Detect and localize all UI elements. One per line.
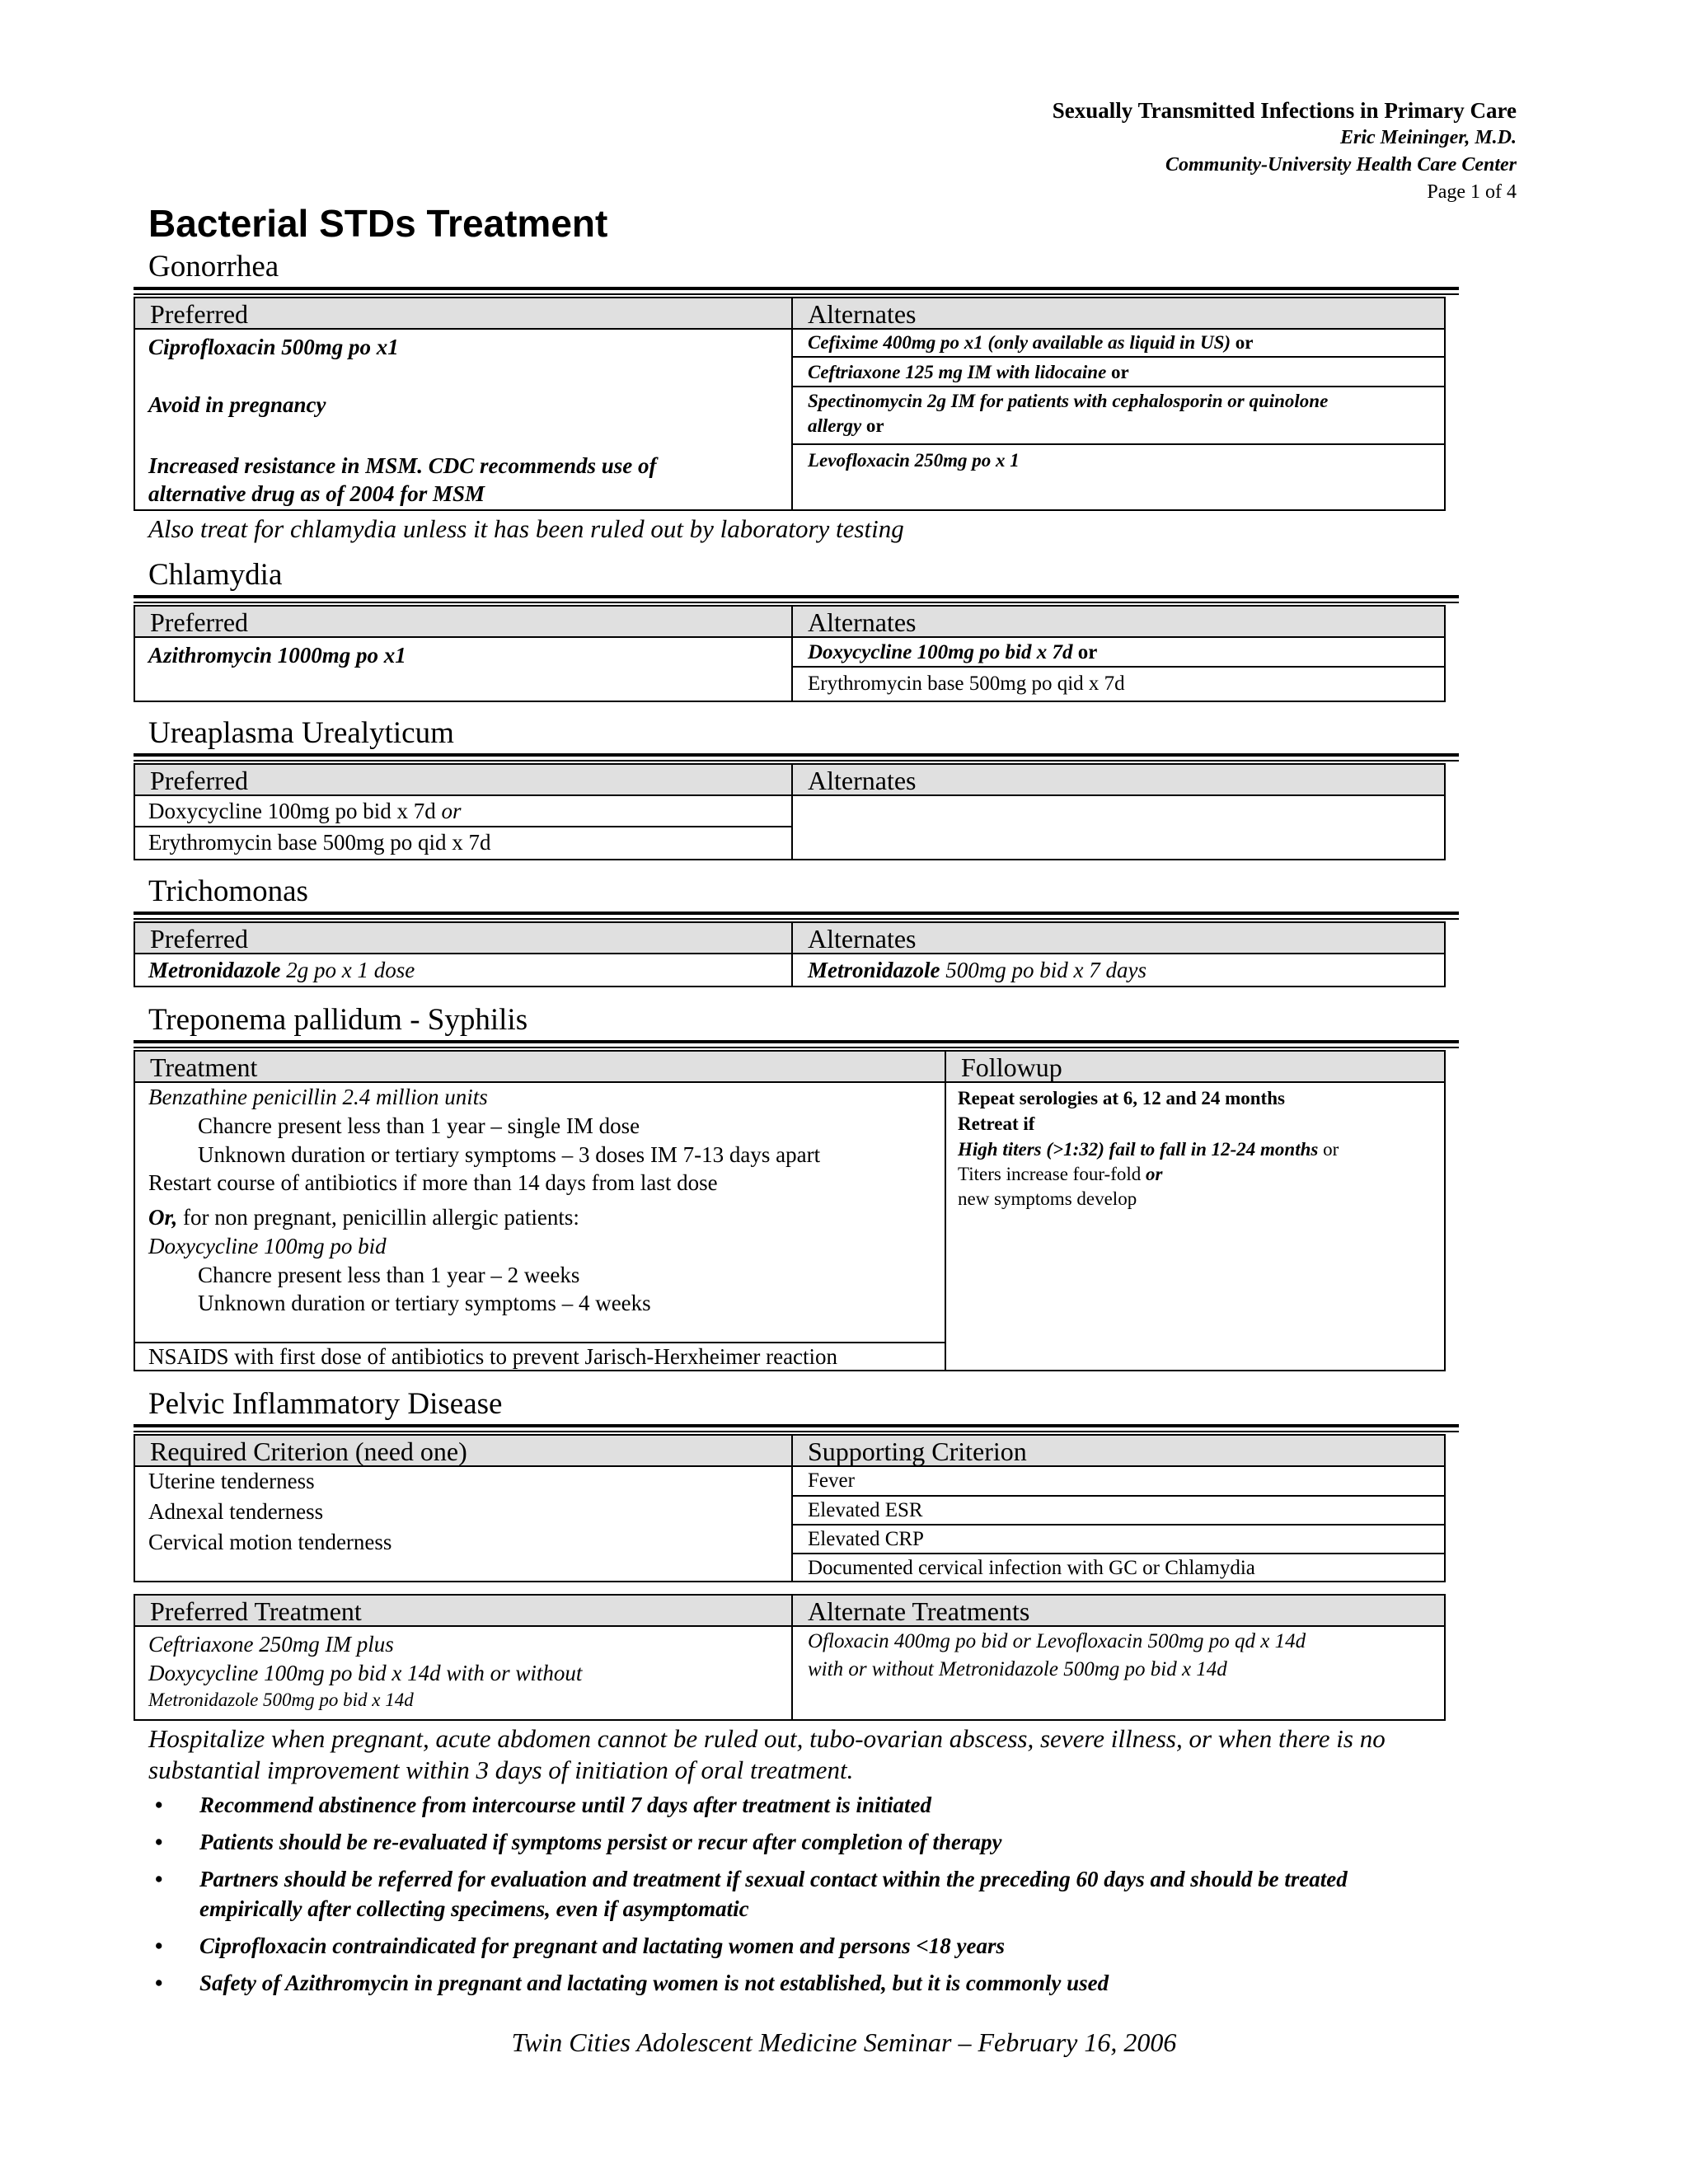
- gonorrhea-table: [134, 287, 1446, 511]
- list-item: • Safety of Azithromycin in pregnant and lactating women is not established, but it is commonly used: [148, 1968, 1500, 1998]
- gonorrhea-alternates-header: Alternates: [791, 297, 1446, 330]
- chlamydia-preferred-header: Preferred: [134, 605, 793, 638]
- pid-preferred-treatment-header: Preferred Treatment: [134, 1594, 793, 1627]
- pid-required-item: Adnexal tenderness: [148, 1499, 324, 1524]
- gonorrhea-resistance-note: alternative drug as of 2004 for MSM: [148, 481, 485, 506]
- syphilis-treatment-line: Restart course of antibiotics if more than 14 days from last dose: [148, 1170, 718, 1195]
- pid-required-item: Uterine tenderness: [148, 1469, 315, 1493]
- syphilis-treatment-line: Or, for non pregnant, penicillin allergic patients:: [148, 1205, 579, 1230]
- trichomonas-alternates-header: Alternates: [791, 921, 1446, 954]
- gonorrhea-alt-drug: Cefixime 400mg po x1 (only available as liquid in US) or: [808, 332, 1254, 353]
- bullet-icon: •: [155, 1793, 163, 1817]
- pid-section-title: Pelvic Inflammatory Disease: [148, 1387, 503, 1421]
- syphilis-treatment-header: Treatment: [134, 1050, 946, 1083]
- pid-supporting-item: Documented cervical infection with GC or Chlamydia: [808, 1557, 1255, 1579]
- ureaplasma-table: [134, 753, 1446, 860]
- recommendations-list: [148, 1790, 1500, 2005]
- gonorrhea-preferred-drug: Ciprofloxacin 500mg po x1: [148, 335, 399, 359]
- chlamydia-table: [134, 595, 1446, 702]
- gonorrhea-pregnancy-note: Avoid in pregnancy: [148, 392, 326, 417]
- bullet-icon: •: [155, 1933, 163, 1958]
- chlamydia-preferred-drug: Azithromycin 1000mg po x1: [148, 643, 406, 668]
- chlamydia-alternates-header: Alternates: [791, 605, 1446, 638]
- table-rule: [134, 753, 1459, 762]
- trichomonas-section-title: Trichomonas: [148, 874, 308, 908]
- ureaplasma-preferred-drug: Doxycycline 100mg po bid x 7d or: [148, 799, 462, 823]
- gonorrhea-alt-drug: Spectinomycin 2g IM for patients with cephalosporin or quinolone: [808, 391, 1329, 411]
- table-rule: [134, 595, 1459, 603]
- gonorrhea-alt-drug: allergy or: [808, 415, 884, 436]
- syphilis-followup-line: Retreat if: [958, 1113, 1035, 1134]
- document-header: [1053, 97, 1517, 206]
- list-item: • Patients should be re-evaluated if symptoms persist or recur after completion of therapy: [148, 1827, 1500, 1857]
- gonorrhea-section-title: Gonorrhea: [148, 250, 279, 284]
- gonorrhea-alt-drug: Levofloxacin 250mg po x 1: [808, 450, 1020, 471]
- page-number: Page 1 of 4: [1427, 181, 1517, 203]
- bullet-icon: •: [155, 1830, 163, 1854]
- syphilis-treatment-line: Chancre present less than 1 year – single IM dose: [198, 1113, 640, 1138]
- syphilis-followup-line: Repeat serologies at 6, 12 and 24 months: [958, 1088, 1285, 1108]
- header-title: Sexually Transmitted Infections in Primary Care: [1052, 98, 1517, 123]
- syphilis-treatment-line: Chancre present less than 1 year – 2 weeks: [198, 1263, 580, 1287]
- table-rule: [134, 1424, 1459, 1432]
- trichomonas-alt-drug: Metronidazole 500mg po bid x 7 days: [808, 958, 1146, 982]
- pid-preferred-treatment-line: Ceftriaxone 250mg IM plus: [148, 1632, 394, 1657]
- chlamydia-alt-drug: Doxycycline 100mg po bid x 7d or: [808, 641, 1098, 663]
- pid-hospitalize-note: substantial improvement within 3 days of initiation of oral treatment.: [148, 1755, 854, 1784]
- chlamydia-alt-drug: Erythromycin base 500mg po qid x 7d: [808, 673, 1125, 695]
- list-item: • Recommend abstinence from intercourse until 7 days after treatment is initiated: [148, 1790, 1500, 1820]
- pid-required-item: Cervical motion tenderness: [148, 1530, 392, 1554]
- pid-supporting-item: Fever: [808, 1469, 855, 1492]
- list-item: • Ciprofloxacin contraindicated for pregnant and lactating women and persons <18 years: [148, 1931, 1500, 1961]
- pid-supporting-item: Elevated CRP: [808, 1528, 924, 1550]
- pid-preferred-treatment-line: Doxycycline 100mg po bid x 14d with or without: [148, 1661, 583, 1685]
- syphilis-followup-line: High titers (>1:32) fail to fall in 12-24 months or: [958, 1139, 1339, 1160]
- trichomonas-preferred-drug: Metronidazole 2g po x 1 dose: [148, 958, 415, 982]
- gonorrhea-resistance-note: Increased resistance in MSM. CDC recommends use of: [148, 453, 657, 478]
- table-rule: [134, 287, 1459, 295]
- pid-supporting-header: Supporting Criterion: [791, 1434, 1446, 1467]
- header-institution: Community-University Health Care Center: [1165, 154, 1517, 176]
- page-footer: Twin Cities Adolescent Medicine Seminar – February 16, 2006: [511, 2027, 1177, 2057]
- syphilis-followup-line: Titers increase four-fold or: [958, 1164, 1163, 1184]
- pid-table: [134, 1424, 1446, 1721]
- table-rule: [134, 912, 1459, 920]
- table-rule: [134, 1040, 1459, 1048]
- pid-alternate-treatment-line: with or without Metronidazole 500mg po bid x 14d: [808, 1658, 1227, 1680]
- ureaplasma-preferred-drug: Erythromycin base 500mg po qid x 7d: [148, 830, 491, 855]
- page-title: Bacterial STDs Treatment: [148, 202, 608, 245]
- pid-alternate-treatment-header: Alternate Treatments: [791, 1594, 1446, 1627]
- syphilis-treatment-line: Unknown duration or tertiary symptoms – 4 weeks: [198, 1291, 651, 1315]
- syphilis-treatment-line: Doxycycline 100mg po bid: [148, 1234, 387, 1258]
- header-author: Eric Meininger, M.D.: [1339, 127, 1517, 148]
- pid-preferred-treatment-line: Metronidazole 500mg po bid x 14d: [148, 1690, 414, 1710]
- list-item: • Partners should be referred for evaluation and treatment if sexual contact within the preceding 60 days and should be treated empirically after collecting specimens, even if asymptomatic: [148, 1864, 1500, 1924]
- syphilis-followup-header: Followup: [945, 1050, 1446, 1083]
- syphilis-section-title: Treponema pallidum - Syphilis: [148, 1003, 528, 1037]
- syphilis-treatment-line: Unknown duration or tertiary symptoms – 3 doses IM 7-13 days apart: [198, 1142, 821, 1167]
- pid-hospitalize-note: Hospitalize when pregnant, acute abdomen cannot be ruled out, tubo-ovarian abscess, severe illness, or when there is no: [148, 1724, 1386, 1753]
- pid-supporting-item: Elevated ESR: [808, 1499, 923, 1521]
- pid-required-header: Required Criterion (need one): [134, 1434, 793, 1467]
- syphilis-followup-line: new symptoms develop: [958, 1188, 1137, 1209]
- ureaplasma-alternates-cell: [791, 794, 1446, 860]
- ureaplasma-preferred-header: Preferred: [134, 763, 793, 796]
- syphilis-table: [134, 1040, 1446, 1371]
- syphilis-nsaid-note: NSAIDS with first dose of antibiotics to prevent Jarisch-Herxheimer reaction: [148, 1344, 838, 1369]
- gonorrhea-chlamydia-note: Also treat for chlamydia unless it has been ruled out by laboratory testing: [148, 514, 904, 543]
- syphilis-treatment-line: Benzathine penicillin 2.4 million units: [148, 1085, 488, 1109]
- trichomonas-table: [134, 912, 1446, 987]
- gonorrhea-alt-drug: Ceftriaxone 125 mg IM with lidocaine or: [808, 362, 1129, 382]
- trichomonas-preferred-header: Preferred: [134, 921, 793, 954]
- ureaplasma-section-title: Ureaplasma Urealyticum: [148, 716, 454, 750]
- chlamydia-section-title: Chlamydia: [148, 558, 283, 592]
- ureaplasma-alternates-header: Alternates: [791, 763, 1446, 796]
- pid-supporting-cell: [791, 1465, 1446, 1497]
- pid-alternate-treatment-line: Ofloxacin 400mg po bid or Levofloxacin 500mg po qd x 14d: [808, 1630, 1306, 1652]
- gonorrhea-preferred-header: Preferred: [134, 297, 793, 330]
- bullet-icon: •: [155, 1867, 163, 1891]
- bullet-icon: •: [155, 1971, 163, 1995]
